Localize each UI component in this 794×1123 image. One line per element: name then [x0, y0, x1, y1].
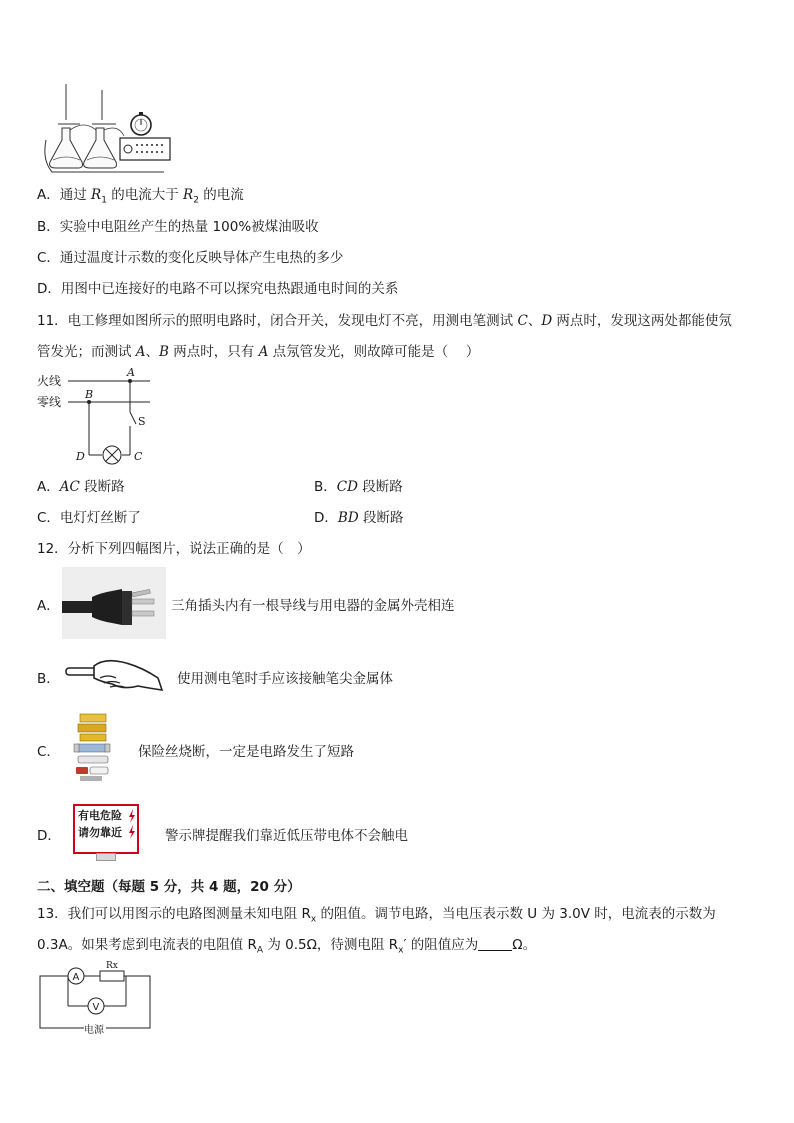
r2-symbol: R — [183, 187, 194, 203]
lightning-icon — [128, 809, 136, 839]
power-source — [84, 1022, 106, 1036]
point-a-label: A — [135, 344, 146, 360]
point-c-label: C — [517, 313, 528, 329]
live-wire-label: 火线 — [37, 374, 62, 388]
q13-text: ′ 的阻值应为 — [403, 937, 479, 953]
r1-subscript: 1 — [101, 195, 107, 206]
resistor-rx — [100, 961, 124, 981]
option-label: D． — [314, 510, 338, 526]
rx-subscript: x — [398, 945, 404, 956]
r1-symbol: R — [91, 187, 102, 203]
test-pen-hand-image — [64, 656, 166, 698]
q11-stem-line2 — [37, 342, 479, 362]
q12-option-c-label: C． — [37, 744, 60, 760]
q11-stem-line1 — [37, 311, 732, 331]
q13-unit: Ω。 — [512, 937, 537, 953]
q12-option-d-label: D． — [37, 828, 61, 844]
point-d-label: D — [541, 313, 553, 329]
option-label: A． — [37, 479, 60, 495]
rx-label: Rx — [106, 961, 118, 971]
q13-stem-line2 — [37, 935, 536, 961]
voltmeter-icon — [88, 998, 104, 1014]
q10-option-a-prefix: A．通过 — [37, 187, 92, 203]
q11-text: 两点时，只有 — [168, 344, 259, 360]
ra-subscript: A — [256, 945, 264, 956]
point-a-label: A — [258, 344, 269, 360]
fuse-image — [72, 712, 114, 782]
neutral-wire-label: 零线 — [37, 395, 62, 409]
q10-option-c: C．通过温度计示数的变化反映导体产生电热的多少 — [37, 250, 344, 266]
resistance-measurement-circuit — [38, 960, 154, 1044]
segment-label: BD — [337, 510, 359, 526]
q11-option-b — [314, 477, 403, 497]
segment-label: CD — [336, 479, 358, 495]
r2-subscript: 2 — [193, 195, 199, 206]
q11-text: 11．电工修理如图所示的照明电路时，闭合开关，发现电灯不亮，用测电笔测试 — [37, 313, 518, 329]
sign-mount — [96, 853, 116, 861]
voltmeter-label: V — [92, 1002, 100, 1013]
label-d: D — [76, 450, 85, 463]
q11-option-c — [37, 508, 141, 528]
three-pin-plug-image — [62, 567, 166, 639]
joule-heating-apparatus-figure — [40, 80, 180, 176]
switch-label: S — [138, 415, 146, 428]
q10-option-d: D．用图中已连接好的电路不可以探究电热跟通电时间的关系 — [37, 281, 399, 297]
option-text: 段断路 — [357, 479, 403, 495]
ammeter-icon — [68, 968, 84, 984]
q12-option-a-label: A． — [37, 598, 60, 614]
q12-option-b-text: 使用测电笔时手应该接触笔尖金属体 — [177, 671, 393, 687]
lamp-icon — [103, 446, 121, 464]
option-label: B． — [314, 479, 337, 495]
q11-option-a — [37, 477, 125, 497]
separator: 、 — [527, 313, 542, 329]
q11-text: 两点时，发现这两处都能使氖 — [552, 313, 732, 329]
label-b: B — [85, 388, 94, 401]
q13-text: 为 0.5Ω，待测电阻 R — [263, 937, 399, 953]
label-c: C — [134, 450, 143, 463]
ammeter-label: A — [72, 972, 80, 983]
sign-line-1: 有电危险 — [78, 809, 122, 822]
danger-warning-sign — [73, 804, 139, 854]
q13-text: 13．我们可以用图示的电路图测量未知电阻 R — [37, 906, 311, 922]
option-text: 段断路 — [79, 479, 125, 495]
q13-text: 0.3A。如果考虑到电流表的电阻值 R — [37, 937, 257, 953]
switch-s — [130, 412, 136, 424]
rx-subscript: x — [310, 914, 317, 925]
q10-option-b: B．实验中电阻丝产生的热量 100%被煤油吸收 — [37, 219, 319, 235]
q13-text: 的阻值。调节电路，当电压表示数 U 为 3.0V 时，电流表的示数为 — [316, 906, 716, 922]
point-b-label: B — [159, 344, 169, 360]
q11-text: 点氖管发光，则故障可能是（ ） — [268, 344, 480, 360]
q13-stem-line1 — [37, 904, 716, 930]
option-text: C．电灯灯丝断了 — [37, 510, 141, 526]
q11-option-d — [314, 508, 403, 528]
label-a: A — [127, 366, 135, 379]
separator: 、 — [145, 344, 160, 360]
lighting-circuit-diagram — [36, 366, 166, 466]
q12-option-c-text: 保险丝烧断，一定是电路发生了短路 — [138, 744, 354, 760]
option-text: 段断路 — [358, 510, 404, 526]
q12-option-a-text: 三角插头内有一根导线与用电器的金属外壳相连 — [171, 598, 455, 614]
q12-option-b-label: B． — [37, 671, 60, 687]
q10-option-a-suffix: 的电流 — [198, 187, 244, 203]
q10-option-a-mid: 的电流大于 — [106, 187, 184, 203]
q12-stem: 12．分析下列四幅图片，说法正确的是（ ） — [37, 541, 311, 557]
section-2-title: 二、填空题（每题 5 分，共 4 题，20 分） — [37, 879, 301, 895]
q12-option-d-text: 警示牌提醒我们靠近低压带电体不会触电 — [165, 828, 408, 844]
q10-option-a — [37, 185, 244, 211]
answer-blank[interactable] — [478, 936, 512, 951]
source-label: 电源 — [84, 1025, 104, 1036]
segment-label: AC — [59, 479, 80, 495]
q11-text: 管发光；而测试 — [37, 344, 136, 360]
sign-line-2: 请勿靠近 — [78, 826, 122, 839]
